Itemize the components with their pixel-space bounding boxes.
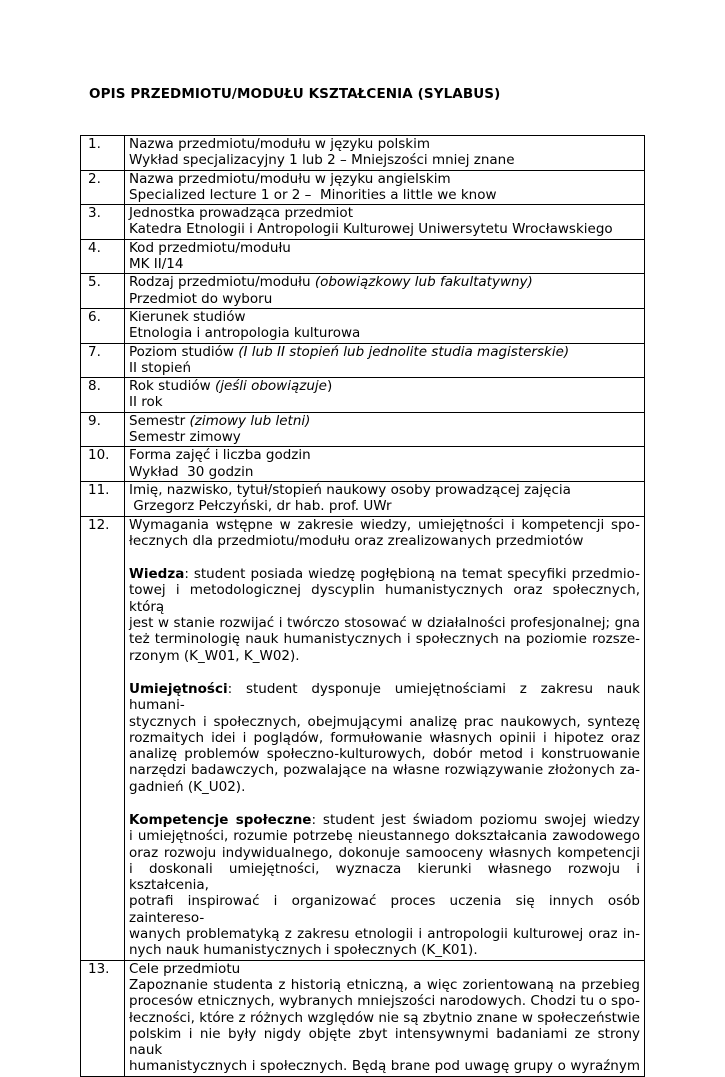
paragraph-line (129, 845, 640, 861)
row-number: 9. (81, 412, 125, 447)
table-row (81, 308, 645, 343)
table-row (81, 205, 645, 240)
spacer (129, 549, 640, 566)
field-label-text: Rok studiów (129, 378, 215, 395)
field-label-hint: (jeśli obowiązuje (214, 378, 327, 395)
requirements-intro (129, 517, 640, 550)
row-number: 13. (81, 960, 125, 1076)
paragraph-text: też terminologię nauk humanistycznych i społecznych na poziomie rozsze- (129, 631, 640, 648)
table-row (81, 343, 645, 378)
paragraph-line (129, 926, 640, 942)
field-label (129, 482, 640, 498)
field-value: Specialized lecture 1 or 2 – Minorities a little we know (129, 186, 497, 203)
paragraph-line (129, 631, 640, 647)
paragraph-text: i umiejętności, rozumie potrzebę nieustannego dokształcania zawodowego (129, 828, 640, 845)
row-content (125, 170, 645, 205)
paragraph-line (129, 942, 640, 958)
spacer (129, 664, 640, 681)
paragraph-text: gadnień (K_U02). (129, 778, 246, 795)
row-number: 8. (81, 378, 125, 413)
paragraph-text: rozmaitych idei i poglądów, formułowanie własnych opinii i hipotez oraz (129, 729, 640, 746)
paragraph-text: stycznych i społecznych, obejmującymi analizę prac naukowych, syntezę (129, 713, 640, 730)
row-content (125, 378, 645, 413)
paragraph-text: potrafi inspirować i organizować proces uczenia się innych osób zaintereso- (129, 893, 640, 926)
row-number: 10. (81, 447, 125, 482)
row-content (125, 343, 645, 378)
field-label-text: Rodzaj przedmiotu/modułu (129, 274, 315, 291)
paragraph-line (129, 893, 640, 926)
paragraph-text: jest w stanie rozwijać i twórczo stosować w działalności profesjonalnej; gna (129, 615, 640, 632)
table-row (81, 447, 645, 482)
knowledge-paragraph (129, 566, 640, 664)
paragraph-text: analizę problemów społeczno-kulturowych, dobór metod i konstruowanie (129, 746, 640, 763)
paragraph-line (129, 714, 640, 730)
field-label-hint: (obowiązkowy lub fakultatywny) (314, 274, 533, 291)
row-content (125, 447, 645, 482)
field-label (129, 447, 640, 463)
paragraph-line: łeczności, które z różnych względów nie są zbytnio znane w społeczeństwie (129, 1009, 640, 1026)
table-row (81, 516, 645, 960)
row-content (125, 960, 645, 1076)
row-number: 3. (81, 205, 125, 240)
field-value: Etnologia i antropologia kulturowa (129, 325, 361, 342)
field-label-tail: ) (326, 378, 333, 395)
paragraph-text: : student posiada wiedzę pogłębioną na temat specyfiki przedmio- (184, 566, 640, 583)
paragraph-text: oraz rozwoju indywidualnego, dokonuje samooceny własnych kompetencji (129, 844, 640, 861)
field-label-text: Kierunek studiów (129, 308, 246, 325)
paragraph-line (129, 762, 640, 778)
row-content (125, 136, 645, 171)
row-content (125, 308, 645, 343)
syllabus-table (80, 135, 645, 1077)
paragraph-line (129, 746, 640, 762)
spacer (129, 795, 640, 812)
field-value: Przedmiot do wyboru (129, 290, 273, 307)
field-label (129, 378, 640, 394)
paragraph-text: nych nauk humanistycznych i społecznych (K_K01). (129, 942, 478, 959)
row-content (125, 481, 645, 516)
row-content (125, 239, 645, 274)
paragraph-text: łecznych dla przedmiotu/modułu oraz zrealizowanych przedmiotów (129, 532, 584, 549)
paragraph-line (129, 566, 640, 582)
field-label-text: Nazwa przedmiotu/modułu w języku angielskim (129, 170, 451, 187)
paragraph-line: Zapoznanie studenta z historią etniczną, a więc zorientowaną na przebieg (129, 976, 640, 993)
paragraph-line: humanistycznych i społecznych. Będą brane pod uwagę grupy o wyraźnym (129, 1058, 640, 1075)
field-label: Cele przedmiotu (129, 960, 241, 977)
paragraph-line (129, 648, 640, 664)
field-label-text: Imię, nazwisko, tytuł/stopień naukowy osoby prowadzącej zajęcia (129, 481, 571, 498)
field-label-hint: (I lub II stopień lub jednolite studia magisterskie) (238, 343, 570, 360)
paragraph-line (129, 779, 640, 795)
paragraph-line (129, 861, 640, 894)
field-label-text: Forma zajęć i liczba godzin (129, 447, 311, 464)
field-label (129, 344, 640, 360)
field-label-text: Semestr (129, 412, 190, 429)
section-heading: Kompetencje społeczne (129, 811, 312, 828)
row-content (125, 412, 645, 447)
paragraph-line (129, 730, 640, 746)
paragraph-text: towej i metodologicznej dyscyplin humanistycznych oraz społecznych, którą (129, 582, 640, 615)
field-label-text: Kod przedmiotu/modułu (129, 239, 291, 256)
paragraph-line (129, 615, 640, 631)
table-row (81, 274, 645, 309)
row-number: 1. (81, 136, 125, 171)
row-number: 12. (81, 516, 125, 960)
field-value: Katedra Etnologii i Antropologii Kulturowej Uniwersytetu Wrocławskiego (129, 221, 613, 238)
row-content (125, 516, 645, 960)
field-label (129, 240, 640, 256)
paragraph-line (129, 828, 640, 844)
paragraph-line: procesów etnicznych, wybranych mniejszości narodowych. Chodzi tu o spo- (129, 993, 640, 1010)
paragraph-text: : student dysponuje umiejętnościami z zakresu nauk humani- (129, 680, 640, 714)
paragraph-line (129, 533, 640, 549)
table-row (81, 136, 645, 171)
paragraph-text: : student jest świadom poziomu swojej wiedzy (311, 811, 640, 828)
objectives-paragraph (129, 977, 640, 1075)
table-row (81, 412, 645, 447)
field-label (129, 309, 640, 325)
row-number: 6. (81, 308, 125, 343)
skills-paragraph (129, 681, 640, 795)
table-row (81, 239, 645, 274)
row-number: 5. (81, 274, 125, 309)
field-label-text: Nazwa przedmiotu/modułu w języku polskim (129, 136, 430, 152)
field-value: Wykład 30 godzin (129, 463, 254, 480)
paragraph-text: rzonym (K_W01, K_W02). (129, 647, 300, 664)
field-label (129, 136, 640, 152)
field-label (129, 205, 640, 221)
document-title: OPIS PRZEDMIOTU/MODUŁU KSZTAŁCENIA (SYLABUS) (89, 86, 501, 102)
row-number: 7. (81, 343, 125, 378)
field-label-hint: (zimowy lub letni) (189, 412, 311, 429)
paragraph-line (129, 582, 640, 615)
table-row (81, 170, 645, 205)
paragraph-text: wanych problematyką z zakresu etnologii i antropologii kulturowej oraz in- (129, 926, 640, 943)
table-row (81, 481, 645, 516)
row-content (125, 274, 645, 309)
field-value: II stopień (129, 359, 192, 376)
field-value: Wykład specjalizacyjny 1 lub 2 – Mniejszości mniej znane (129, 152, 515, 169)
row-content (125, 205, 645, 240)
row-number: 2. (81, 170, 125, 205)
field-value: II rok (129, 394, 163, 411)
field-value: MK II/14 (129, 256, 184, 273)
competences-paragraph (129, 812, 640, 959)
field-label (129, 413, 640, 429)
field-label-text: Poziom studiów (129, 343, 239, 360)
paragraph-line (129, 812, 640, 828)
section-heading: Umiejętności (129, 680, 228, 697)
field-value: Grzegorz Pełczyński, dr hab. prof. UWr (129, 498, 392, 515)
paragraph-text: narzędzi badawczych, pozwalające na własne rozwiązywanie złożonych za- (129, 762, 640, 779)
section-heading: Wiedza (129, 566, 185, 583)
field-value: Semestr zimowy (129, 429, 241, 446)
table-row (81, 960, 645, 1076)
paragraph-line (129, 517, 640, 533)
paragraph-text: i doskonali umiejętności, wyznacza kierunki własnego rozwoju i kształcenia, (129, 860, 640, 894)
paragraph-line: polskim i nie były nigdy objęte zbyt intensywnymi badaniami ze strony nauk (129, 1025, 640, 1059)
field-label-text: Jednostka prowadząca przedmiot (129, 205, 353, 222)
field-label (129, 274, 640, 290)
row-number: 4. (81, 239, 125, 274)
paragraph-text: Wymagania wstępne w zakresie wiedzy, umiejętności i kompetencji spo- (129, 516, 640, 533)
table-row (81, 378, 645, 413)
paragraph-line (129, 681, 640, 714)
row-number: 11. (81, 481, 125, 516)
field-label (129, 171, 640, 187)
